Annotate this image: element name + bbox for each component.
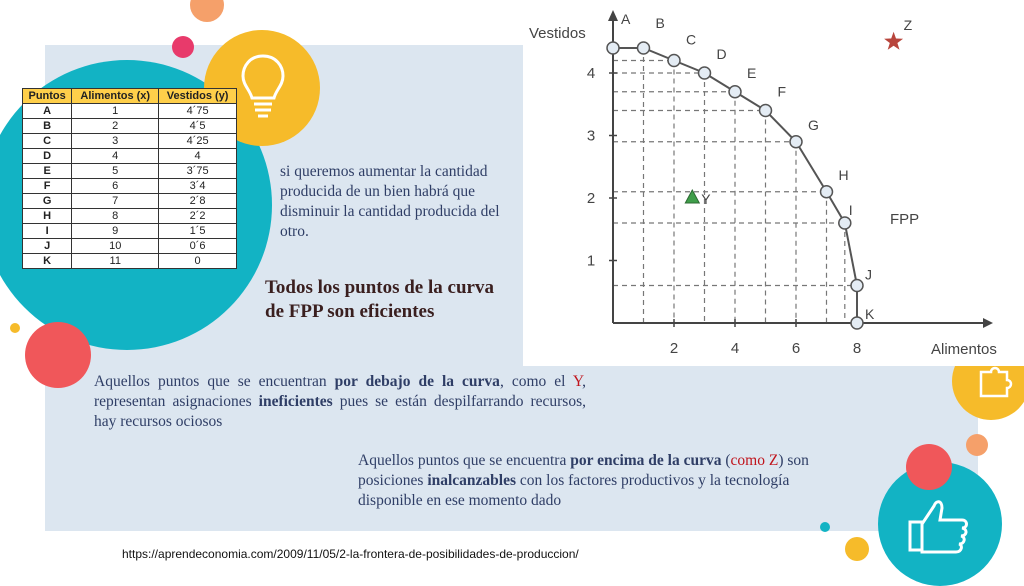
ppf-point [760, 105, 772, 117]
table-row [23, 149, 237, 164]
below-text-part: pues se están despilfarrando recursos, hay recursos ociosos [94, 393, 586, 430]
table-cell: 3´75 [159, 164, 237, 179]
thumbs-up-icon [906, 496, 972, 558]
ppf-point-label: C [686, 31, 697, 48]
deco-circle-coral-bottom [906, 444, 952, 490]
table-row [23, 224, 237, 239]
table-cell: D [23, 149, 72, 164]
ppf-point [607, 42, 619, 54]
table-row [23, 194, 237, 209]
table-cell: 0´6 [159, 239, 237, 254]
above-text-part: con los factores productivos y la tecnología disponible en ese momento dado [358, 472, 790, 509]
above-bold-phrase: por encima de la curva [570, 452, 722, 469]
production-table [22, 88, 237, 269]
deco-dot-orange-left [10, 323, 20, 333]
ppf-point-label: A [621, 11, 631, 27]
x-tick-label: 4 [730, 340, 740, 357]
above-text-part: Aquellos puntos que se encuentra [358, 452, 571, 469]
table-cell: 1 [72, 104, 159, 119]
above-text-part: ( [721, 452, 731, 469]
below-text-part: , representan asignaciones [94, 373, 586, 410]
ppf-point-label: G [808, 116, 819, 133]
y-tick-label: 1 [586, 252, 596, 270]
below-text-part: Aquellos puntos que se encuentran [94, 373, 335, 390]
table-cell: A [23, 104, 72, 119]
x-tick-label: 6 [791, 340, 801, 357]
table-cell: E [23, 164, 72, 179]
table-cell: J [23, 239, 72, 254]
ppf-point-label: H [838, 166, 849, 183]
below-bold-word: ineficientes [258, 393, 333, 410]
efficiency-heading: Todos los puntos de la curva de FPP son eficientes [265, 277, 494, 322]
ppf-point [790, 136, 802, 148]
table-cell: 3 [72, 134, 159, 149]
deco-circle-pink [172, 36, 194, 58]
table-cell: 2´2 [159, 209, 237, 224]
ppf-point-label: E [747, 64, 757, 81]
table-cell: 7 [72, 194, 159, 209]
column-header: Puntos [23, 89, 72, 104]
y-tick-label: 2 [586, 190, 596, 207]
ppf-point-label: D [716, 46, 727, 62]
below-bold-phrase: por debajo de la curva [334, 373, 500, 390]
point-z-label: Z [903, 16, 913, 33]
above-bold-word: inalcanzables [427, 472, 517, 489]
ppf-point [851, 317, 863, 329]
column-header: Vestidos (y) [159, 89, 237, 104]
below-curve-text [94, 372, 586, 432]
table-cell: C [23, 134, 72, 149]
deco-dot-teal-bottom [820, 522, 830, 532]
table-cell: 9 [72, 224, 159, 239]
ppf-point-label: J [865, 266, 872, 283]
x-axis-label: Alimentos [931, 341, 997, 358]
source-url[interactable]: https://aprendeconomia.com/2009/11/05/2-la-frontera-de-posibilidades-de-produccion/ [122, 547, 579, 561]
ppf-point [851, 280, 863, 292]
table-header-row [23, 89, 237, 104]
ppf-point [638, 42, 650, 54]
y-tick-label: 4 [586, 65, 596, 82]
table-row [23, 239, 237, 254]
table-cell: G [23, 194, 72, 209]
table-row [23, 134, 237, 149]
table-row [23, 104, 237, 119]
ppf-chart-svg [523, 0, 1024, 366]
above-text-part: ) son posiciones [358, 452, 809, 489]
table-cell: 5 [72, 164, 159, 179]
table-row [23, 179, 237, 194]
table-cell: 4 [72, 149, 159, 164]
table-cell: 4´5 [159, 119, 237, 134]
table-cell: B [23, 119, 72, 134]
ppf-point-label: F [777, 83, 787, 100]
table-cell: 6 [72, 179, 159, 194]
point-y-ref: Y [572, 373, 583, 390]
table-cell: 2´8 [159, 194, 237, 209]
ppf-point [821, 186, 833, 198]
table-row [23, 254, 237, 269]
table-row [23, 209, 237, 224]
table-cell: 11 [72, 254, 159, 269]
table-row [23, 119, 237, 134]
above-curve-text [358, 451, 848, 511]
deco-circle-yellow-bottom [845, 537, 869, 561]
ppf-point [699, 67, 711, 79]
table-cell: 1´5 [159, 224, 237, 239]
table-cell: K [23, 254, 72, 269]
series-label: FPP [890, 211, 920, 228]
table-row [23, 164, 237, 179]
y-axis-arrow [608, 10, 618, 21]
x-axis-arrow [983, 318, 993, 328]
tradeoff-text: si queremos aumentar la cantidad producida de un bien habrá que disminuir la cantidad producida del otro. [280, 163, 500, 240]
table-cell: H [23, 209, 72, 224]
deco-circle-orange-right [966, 434, 988, 456]
x-tick-label: 2 [669, 340, 679, 357]
table-cell: I [23, 224, 72, 239]
ppf-point-label: I [848, 202, 853, 218]
y-tick-label: 3 [586, 127, 596, 145]
puzzle-icon [975, 362, 1017, 400]
table-cell: 4 [159, 149, 237, 164]
ppf-point-label: B [655, 15, 665, 31]
ppf-point-label: K [865, 306, 875, 322]
lightbulb-icon [238, 52, 288, 122]
point-z-marker [884, 32, 903, 50]
table-cell: 10 [72, 239, 159, 254]
ppf-chart [523, 0, 1024, 366]
point-z-ref: como Z [730, 452, 779, 469]
deco-circle-coral-left [25, 322, 91, 388]
table-cell: 3´4 [159, 179, 237, 194]
table-cell: 2 [72, 119, 159, 134]
ppf-point [729, 86, 741, 98]
ppf-point [668, 55, 680, 67]
below-text-part: , como el [499, 373, 573, 390]
y-axis-label: Vestidos [529, 25, 586, 42]
table-cell: 0 [159, 254, 237, 269]
point-y-label: Y [701, 191, 711, 207]
ppf-point [839, 217, 851, 229]
x-tick-label: 8 [852, 340, 862, 357]
column-header: Alimentos (x) [72, 89, 159, 104]
table-cell: F [23, 179, 72, 194]
table-cell: 4´25 [159, 134, 237, 149]
deco-circle-orange-top [190, 0, 224, 22]
table-cell: 4´75 [159, 104, 237, 119]
table-cell: 8 [72, 209, 159, 224]
